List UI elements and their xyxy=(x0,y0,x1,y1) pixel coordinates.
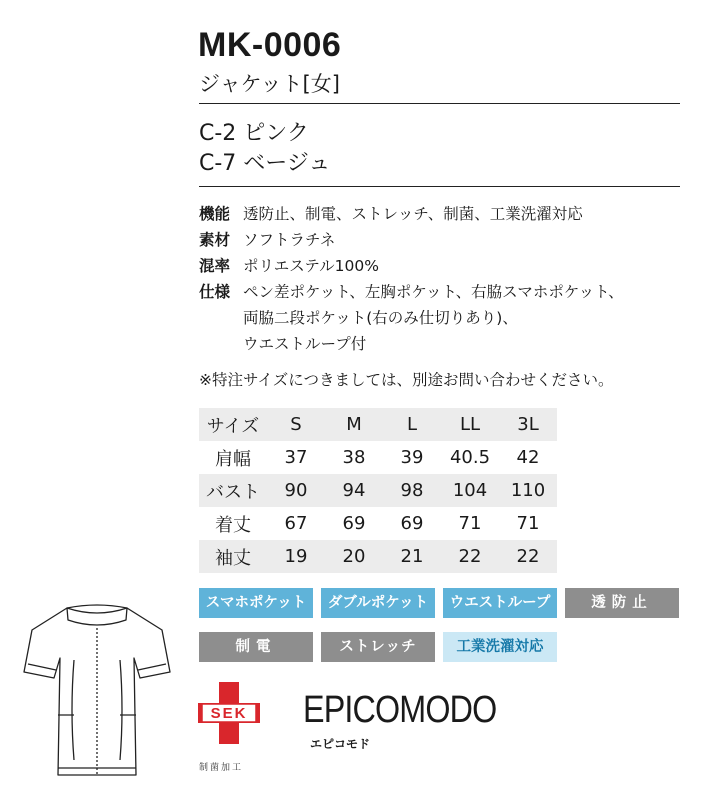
table-row xyxy=(199,540,557,573)
spec-row-details xyxy=(199,279,624,305)
row-label: 袖丈 xyxy=(199,540,267,573)
product-type: ジャケット[女] xyxy=(199,72,340,96)
brand-logo-kana: エピコモド xyxy=(310,737,371,751)
table-cell: 21 xyxy=(383,540,441,573)
spec-row-material xyxy=(199,227,624,253)
table-cell: 104 xyxy=(441,474,499,507)
size-header-label: サイズ xyxy=(199,408,267,441)
size-header-cell: LL xyxy=(441,408,499,441)
jacket-back-illustration xyxy=(22,600,172,780)
size-table xyxy=(199,408,557,573)
table-cell: 19 xyxy=(267,540,325,573)
feature-tag-anti-transparency: 透防止 xyxy=(565,588,679,618)
table-cell: 110 xyxy=(499,474,557,507)
brand-logo: EPICOMODO xyxy=(303,689,497,731)
spec-list xyxy=(199,201,624,357)
spec-row-blend xyxy=(199,253,624,279)
spec-details-line: ウエストループ付 xyxy=(243,335,367,353)
table-cell: 69 xyxy=(342,513,366,534)
table-row xyxy=(199,441,557,474)
spec-label: 素材 xyxy=(199,231,231,249)
table-row xyxy=(199,474,557,507)
size-header-cell: 3L xyxy=(499,408,557,441)
table-cell: 67 xyxy=(284,513,308,534)
size-header-row xyxy=(199,408,557,441)
table-cell: 94 xyxy=(325,474,383,507)
special-order-note: ※特注サイズにつきましては、別途お問い合わせください。 xyxy=(199,371,614,389)
size-header-cell: S xyxy=(267,408,325,441)
feature-tag-waist-loop: ウエストループ xyxy=(443,588,557,618)
row-label: バスト xyxy=(199,474,267,507)
size-header-cell: M xyxy=(325,408,383,441)
table-cell: 37 xyxy=(284,447,308,468)
table-cell: 69 xyxy=(400,513,424,534)
spec-value: 透防止、制電、ストレッチ、制菌、工業洗濯対応 xyxy=(243,205,583,223)
row-label: 着丈 xyxy=(215,514,251,536)
spec-value: ソフトラチネ xyxy=(243,231,336,249)
table-cell: 42 xyxy=(516,447,540,468)
spec-label: 機能 xyxy=(199,205,231,223)
size-header-cell: L xyxy=(383,408,441,441)
row-label: 肩幅 xyxy=(215,448,251,470)
model-number: MK-0006 xyxy=(198,26,342,64)
spec-label: 混率 xyxy=(199,257,231,275)
table-cell: 71 xyxy=(516,513,540,534)
table-cell: 40.5 xyxy=(449,447,491,468)
spec-row-function xyxy=(199,201,624,227)
feature-tag-smartphone-pocket: スマホポケット xyxy=(199,588,313,618)
table-cell: 39 xyxy=(400,447,424,468)
table-cell: 98 xyxy=(383,474,441,507)
spec-details-line: 両脇二段ポケット(右のみ仕切りあり)、 xyxy=(243,309,518,327)
table-cell: 22 xyxy=(499,540,557,573)
spec-label: 仕様 xyxy=(199,283,231,301)
divider xyxy=(199,103,680,104)
spec-value: ペン差ポケット、左胸ポケット、右脇スマホポケット、 xyxy=(243,283,624,301)
color-option: C-7 ベージュ xyxy=(199,151,331,176)
sek-antibacterial-logo xyxy=(198,682,260,760)
table-cell: 20 xyxy=(325,540,383,573)
table-cell: 38 xyxy=(342,447,366,468)
table-row xyxy=(199,507,557,540)
sek-caption: 制菌加工 xyxy=(199,763,244,773)
feature-tag-double-pocket: ダブルポケット xyxy=(321,588,435,618)
divider xyxy=(199,186,680,187)
table-cell: 22 xyxy=(441,540,499,573)
table-cell: 90 xyxy=(267,474,325,507)
feature-tag-antistatic: 制電 xyxy=(199,632,313,662)
spec-value: ポリエステル100% xyxy=(243,257,379,275)
color-option: C-2 ピンク xyxy=(199,121,309,146)
table-cell: 71 xyxy=(458,513,482,534)
svg-text:SEK: SEK xyxy=(210,705,248,722)
feature-tag-industrial-wash: 工業洗濯対応 xyxy=(443,632,557,662)
feature-tag-stretch: ストレッチ xyxy=(321,632,435,662)
